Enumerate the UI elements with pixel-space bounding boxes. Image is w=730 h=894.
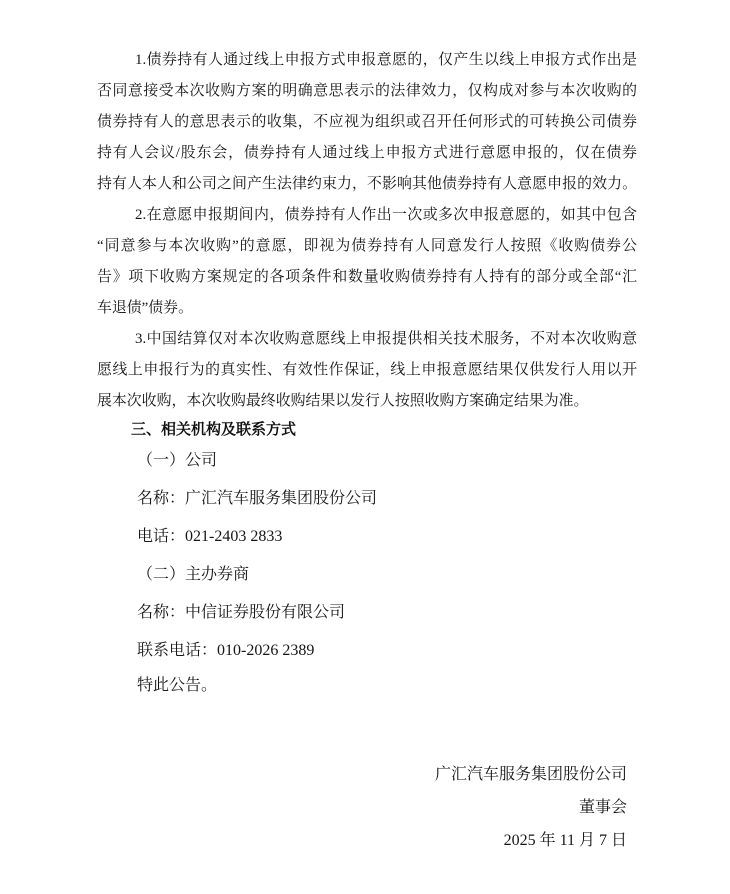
broker-name-label: 名称： <box>137 604 186 621</box>
note-paragraph-2 <box>97 200 637 324</box>
company-subheading: （一）公司 <box>137 452 218 469</box>
broker-name-line <box>97 594 637 632</box>
paragraph-line: 债券持有人的意思表示的收集，不应视为组织或召开任何形式的可转换公司债券 <box>97 114 637 130</box>
signature-block <box>97 758 637 857</box>
broker-name-value: 中信证券股份有限公司 <box>185 604 346 621</box>
closing-statement: 特此公告。 <box>137 677 218 694</box>
broker-subheading: （二）主办券商 <box>137 566 250 583</box>
paragraph-line: 持有人本人和公司之间产生法律约束力，不影响其他债券持有人意愿申报的效力。 <box>97 176 637 192</box>
company-name-line <box>97 480 637 518</box>
paragraph-line: “同意参与本次收购”的意愿，即视为债券持有人同意发行人按照《收购债券公 <box>97 238 637 254</box>
note-paragraph-1 <box>97 45 637 200</box>
signature-date: 2025 年 11 月 7 日 <box>503 832 627 849</box>
paragraph-line: 3.中国结算仅对本次收购意愿线上申报提供相关技术服务，不对本次收购意 <box>135 331 637 347</box>
broker-phone-value: 010-2026 2389 <box>217 642 315 659</box>
broker-phone-label: 联系电话： <box>137 642 218 659</box>
paragraph-line: 愿线上申报行为的真实性、有效性作保证，线上申报意愿结果仅供发行人用以开 <box>97 362 637 378</box>
company-phone-line <box>97 518 637 556</box>
document-content <box>97 45 637 857</box>
signature-company: 广汇汽车服务集团股份公司 <box>434 766 627 783</box>
section-heading: 三、相关机构及联系方式 <box>131 421 297 438</box>
company-name-value: 广汇汽车服务集团股份公司 <box>185 490 378 507</box>
paragraph-line: 告》项下收购方案规定的各项条件和数量收购债券持有人持有的部分或全部“汇 <box>97 269 637 285</box>
contact-section <box>97 442 637 670</box>
paragraph-line: 否同意接受本次收购方案的明确意思表示的法律效力，仅构成对参与本次收购的 <box>97 83 637 99</box>
paragraph-line: 车退债”债券。 <box>97 300 193 316</box>
broker-phone-line <box>97 632 637 670</box>
company-phone-value: 021-2403 2833 <box>185 528 283 545</box>
paragraph-line: 2.在意愿申报期间内，债券持有人作出一次或多次申报意愿的，如其中包含 <box>135 207 637 223</box>
company-phone-label: 电话： <box>137 528 186 545</box>
signature-board: 董事会 <box>578 799 627 816</box>
note-paragraph-3 <box>97 324 637 417</box>
paragraph-line: 展本次收购，本次收购最终收购结果以发行人按照收购方案确定结果为准。 <box>97 393 589 409</box>
company-name-label: 名称： <box>137 490 186 507</box>
paragraph-line: 持有人会议/股东会，债券持有人通过线上申报方式进行意愿申报的，仅在债券 <box>97 145 637 161</box>
paragraph-line: 1.债券持有人通过线上申报方式申报意愿的，仅产生以线上申报方式作出是 <box>135 52 637 68</box>
